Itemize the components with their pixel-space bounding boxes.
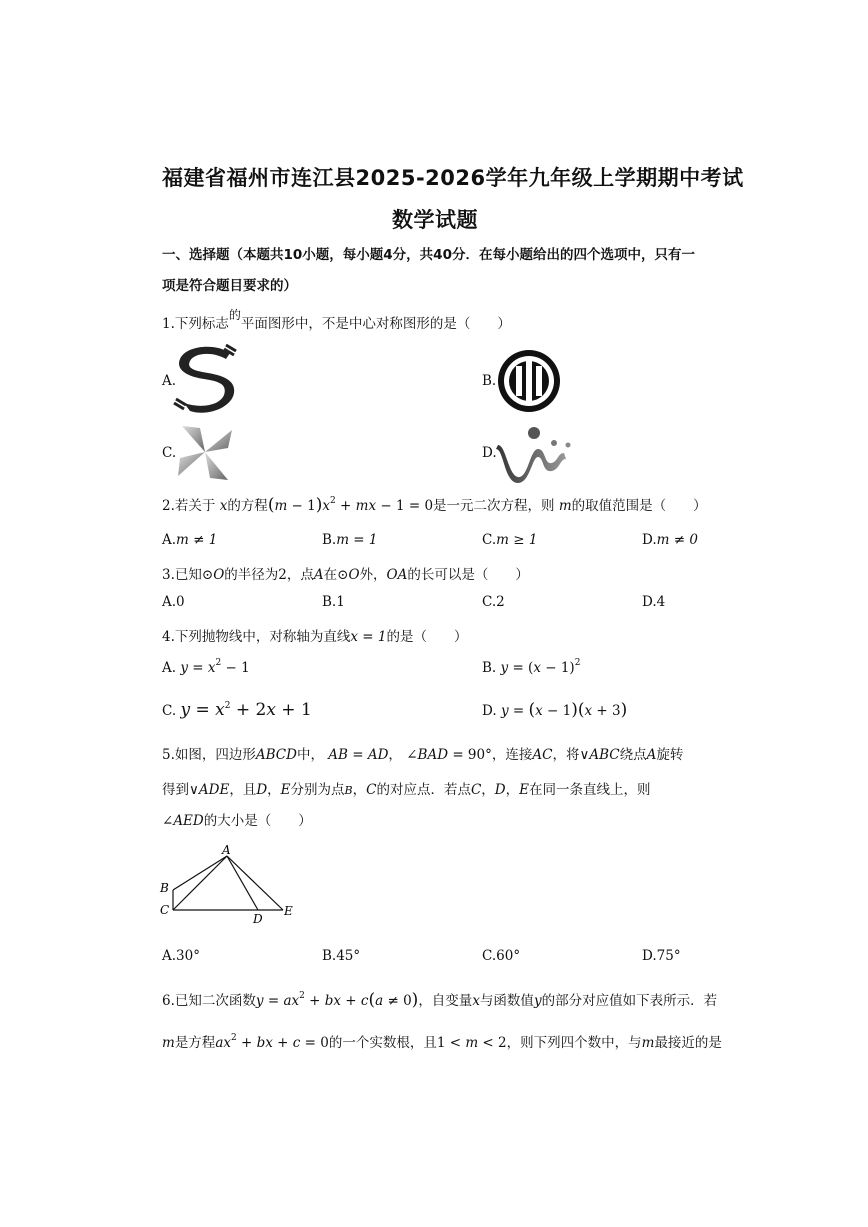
q4-option-d: D. y = (x − 1)(x + 3) <box>482 700 628 720</box>
question-5-line-3: ∠AED的大小是（ ） <box>162 813 312 829</box>
q4-option-a: A. $y = x^2 - 1$ <box>162 658 250 676</box>
question-2: 2.若关于 x的方程$(m - 1)x^2$ + mx − 1 = 0是一元二次方程，则 m的取值范围是（ ） <box>162 495 707 515</box>
q1-logo-d-image <box>496 425 576 483</box>
q3-option-d: D.4 <box>642 594 666 610</box>
q3-option-c: C.2 <box>482 594 505 610</box>
q5-option-b: B.45° <box>322 948 361 964</box>
q5-option-a: A.30° <box>162 948 200 964</box>
title-line-1: 福建省福州市连江县2025-2026学年九年级上学期期中考试 <box>162 166 744 190</box>
question-3: 3.已知⊙O的半径为2，点A在⊙O外，OA的长可以是（ ） <box>162 567 529 583</box>
q1-option-a-label: A. <box>162 373 177 389</box>
q1-logo-c-image <box>170 422 240 484</box>
q4-option-c: C. $y = x^2 + 2x + 1$ <box>162 700 312 720</box>
q1-logo-a-image <box>172 345 238 413</box>
q2-option-c: C.m ≥ 1 <box>482 532 538 548</box>
fig-label-c: C <box>160 903 170 917</box>
q5-figure <box>158 840 298 930</box>
fig-label-b: B <box>160 881 169 895</box>
fig-label-e: E <box>284 904 293 918</box>
fig-label-d: D <box>253 912 263 926</box>
q5-option-d: D.75° <box>642 948 681 964</box>
question-6-line-2: m是方程$ax^2$ + bx + c = 0的一个实数根，且1 < m < 2，则下列四个数中，与m最接近的是 <box>162 1033 722 1051</box>
section-heading: 一、选择题（本题共10小题，每小题4分，共40分．在每小题给出的四个选项中，只有一 <box>162 247 695 263</box>
q1-logo-b-image <box>496 348 562 414</box>
section-heading-cont: 项是符合题目要求的） <box>162 278 297 294</box>
q2-option-a: A.m ≠ 1 <box>162 532 218 548</box>
q5-option-c: C.60° <box>482 948 521 964</box>
q1-option-b-label: B. <box>482 373 497 389</box>
question-5-line-2: 得到∨ADE，且D，E分别为点B，C的对应点．若点C，D，E在同一条直线上，则 <box>162 782 651 798</box>
q2-option-d: D.m ≠ 0 <box>642 532 698 548</box>
q3-option-a: A.0 <box>162 594 185 610</box>
title-line-2: 数学试题 <box>392 208 478 232</box>
fig-label-a: A <box>222 843 231 857</box>
question-4: 4.下列抛物线中，对称轴为直线x = 1的是（ ） <box>162 629 468 645</box>
q1-option-d-label: D. <box>482 445 497 461</box>
q3-option-b: B.1 <box>322 594 345 610</box>
q1-option-c-label: C. <box>162 445 177 461</box>
q4-option-b: B. $y = (x - 1)^2$ <box>482 658 581 676</box>
q2-option-b: B.m = 1 <box>322 532 378 548</box>
question-5-line-1: 5.如图，四边形ABCD中， AB = AD， ∠BAD = 90°，连接AC，将∨ABC绕点A旋转 <box>162 747 684 763</box>
question-6-line-1: 6.已知二次函数$y = ax^2$ + bx + c(a ≠ 0)，自变量x与函数值y的部分对应值如下表所示．若 <box>162 990 718 1010</box>
question-1: 1.下列标志$^的$平面图形中，不是中心对称图形的是（ ） <box>162 308 511 332</box>
